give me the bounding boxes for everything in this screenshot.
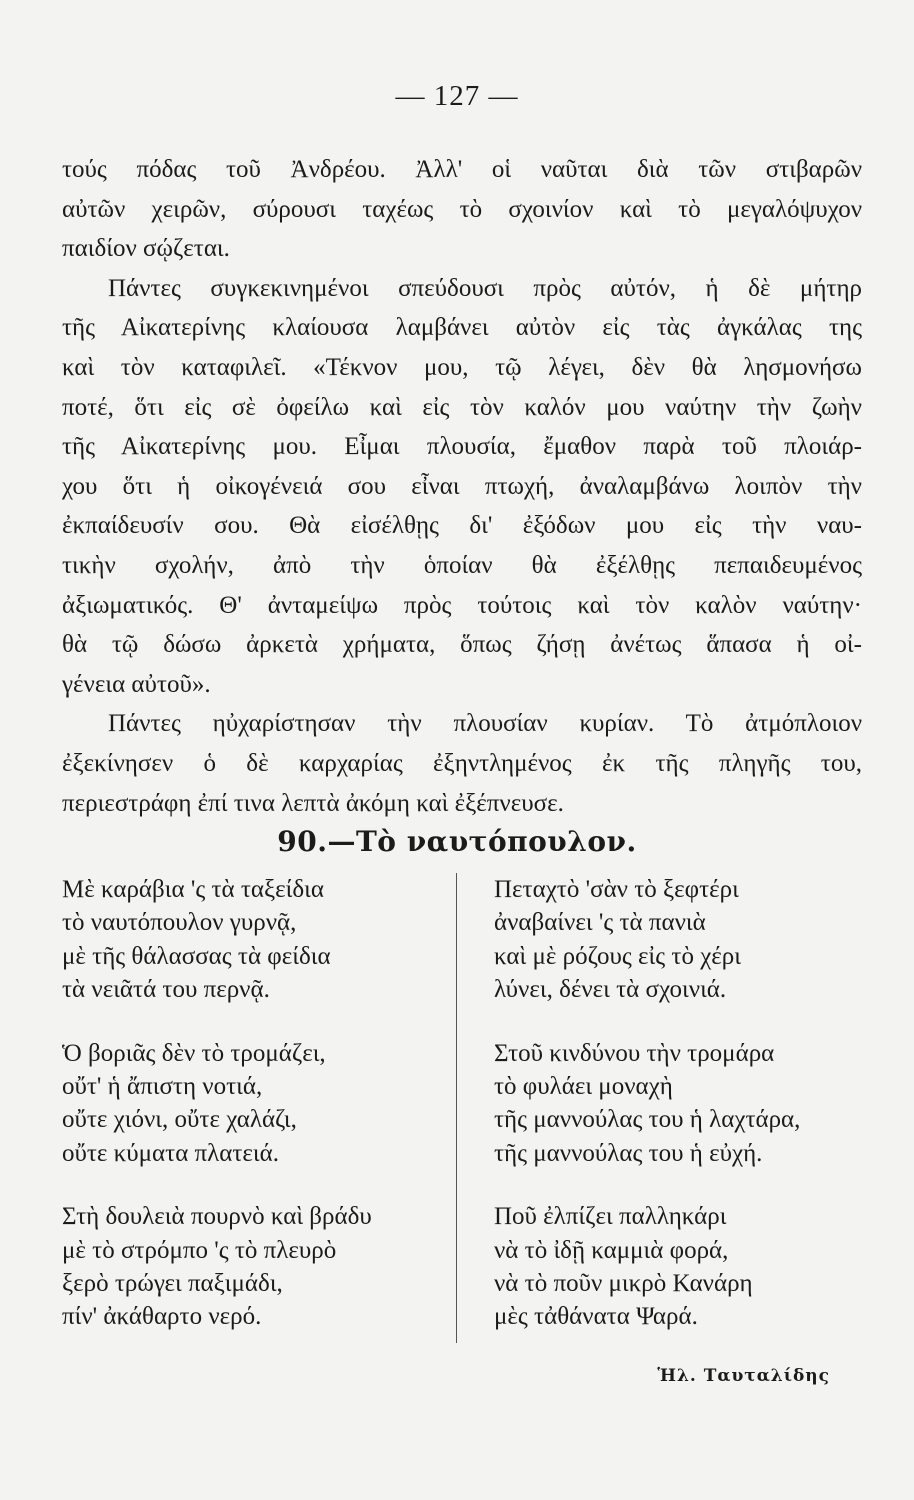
verse-line: τὰ νειᾶτά του περνᾷ. <box>62 976 270 1004</box>
prose-line: Πάντες ηὐχαρίστησαν τὴν πλουσίαν κυρίαν. Τὸ ἀτμόπλοιον <box>108 710 862 738</box>
prose-line: τικὴν σχολήν, ἀπὸ τὴν ὁποίαν θὰ ἐξέλθῃς πεπαιδευμένος <box>62 551 862 579</box>
verse-line: μὲ τὸ στρόμπο 'ς τὸ πλευρὸ <box>62 1236 337 1264</box>
prose-line: χου ὅτι ἡ οἰκογένειά σου εἶναι πτωχή, ἀναλαμβάνω λοιπὸν τὴν <box>62 472 862 500</box>
verse-line: οὔτ' ἡ ἄπιστη νοτιά, <box>62 1073 263 1101</box>
verse-line: πίν' ἀκάθαρτο νερό. <box>62 1303 262 1331</box>
verse-line: τὸ φυλάει μοναχὴ <box>494 1073 673 1101</box>
verse-line: Πεταχτὸ 'σὰν τὸ ξεφτέρι <box>494 876 739 903</box>
prose-line: Πάντες συγκεκινημένοι σπεύδουσι πρὸς αὐτόν, ἡ δὲ μήτηρ <box>108 274 862 302</box>
stanza <box>494 873 894 1007</box>
verse-line: οὔτε κύματα πλατειά. <box>62 1139 280 1167</box>
stanza <box>62 873 452 1007</box>
prose-line: περιεστράφη ἐπί τινα λεπτὰ ἀκόμη καὶ ἐξέπνευσε. <box>62 789 564 817</box>
verse-line: καὶ μὲ ρόζους εἰς τὸ χέρι <box>494 942 741 970</box>
prose-line: τῆς Αἰκατερίνης μου. Εἶμαι πλουσία, ἔμαθον παρὰ τοῦ πλοιάρ- <box>62 433 862 461</box>
poem-title: 90.—Τὸ ναυτόπουλον. <box>277 825 637 858</box>
prose-line: τῆς Αἰκατερίνης κλαίουσα λαμβάνει αὐτὸν εἰς τὰς ἀγκάλας της <box>62 314 862 342</box>
poem-body <box>62 873 872 1368</box>
prose-line: θὰ τῷ δώσω ἀρκετὰ χρήματα, ὅπως ζήσῃ ἀνέτως ἅπασα ἡ οἰ- <box>62 631 862 659</box>
stanza <box>494 1200 894 1334</box>
stanza <box>62 1200 452 1334</box>
verse-line: νὰ τὸ ἰδῇ καμμιὰ φορά, <box>494 1236 729 1264</box>
prose-block <box>62 150 862 823</box>
verse-line: μὲ τῆς θάλασσας τὰ φείδια <box>62 942 331 970</box>
verse-line: Ὁ βοριᾶς δὲν τὸ τρομάζει, <box>62 1039 326 1067</box>
verse-line: οὔτε χιόνι, οὔτε χαλάζι, <box>62 1106 297 1134</box>
prose-line: ποτέ, ὅτι εἰς σὲ ὀφείλω καὶ εἰς τὸν καλόν μου ναύτην τὴν ζωὴν <box>62 393 862 421</box>
poem-left-column <box>62 873 452 1364</box>
verse-line: τῆς μαννούλας του ἡ εὐχή. <box>494 1139 763 1167</box>
verse-line: Στὴ δουλειὰ πουρνὸ καὶ βράδυ <box>62 1203 372 1231</box>
verse-line: τῆς μαννούλας του ἡ λαχτάρα, <box>494 1106 801 1134</box>
verse-line: τὸ ναυτόπουλον γυρνᾷ, <box>62 909 297 937</box>
stanza <box>62 1037 452 1171</box>
verse-line: μὲς τἀθάνατα Ψαρά. <box>494 1303 698 1331</box>
column-divider <box>456 873 457 1343</box>
verse-line: λύνει, δένει τὰ σχοινιά. <box>494 976 727 1004</box>
stanza <box>494 1037 894 1171</box>
prose-line: ἀξιωματικός. Θ' ἀνταμείψω πρὸς τούτοις καὶ τὸν καλὸν ναύτην· <box>62 591 862 619</box>
verse-line: Μὲ καράβια 'ς τὰ ταξείδια <box>62 876 324 903</box>
prose-line: ἐξεκίνησεν ὁ δὲ καρχαρίας ἐξηντλημένος ἐκ τῆς πληγῆς του, <box>62 749 862 777</box>
prose-line: παιδίον σῴζεται. <box>62 235 230 263</box>
verse-line: Στοῦ κινδύνου τὴν τρομάρα <box>494 1039 775 1067</box>
prose-line: γένεια αὐτοῦ». <box>62 670 211 698</box>
prose-line: αὐτῶν χειρῶν, σύρουσι ταχέως τὸ σχοινίον καὶ τὸ μεγαλόψυχον <box>62 195 862 223</box>
prose-line: τούς πόδας τοῦ Ἀνδρέου. Ἀλλ' οἱ ναῦται διὰ τῶν στιβαρῶν <box>62 156 862 183</box>
verse-line: νὰ τὸ ποῦν μικρὸ Κανάρη <box>494 1270 753 1298</box>
prose-line: ἐκπαίδευσίν σου. Θὰ εἰσέλθῃς δι' ἐξόδων μου εἰς τὴν ναυ- <box>62 512 862 540</box>
verse-line: ἀναβαίνει 'ς τὰ πανιὰ <box>494 909 706 937</box>
poem-author: Ἡλ. Ταυταλίδης <box>657 1366 830 1386</box>
prose-line: καὶ τὸν καταφιλεῖ. «Τέκνον μου, τῷ λέγει, δὲν θὰ λησμονήσω <box>62 353 862 381</box>
page-number: — 127 — <box>395 80 519 112</box>
verse-line: ξερὸ τρώγει παξιμάδι, <box>62 1270 283 1298</box>
poem-right-column <box>494 873 894 1364</box>
verse-line: Ποῦ ἐλπίζει παλληκάρι <box>494 1203 727 1231</box>
